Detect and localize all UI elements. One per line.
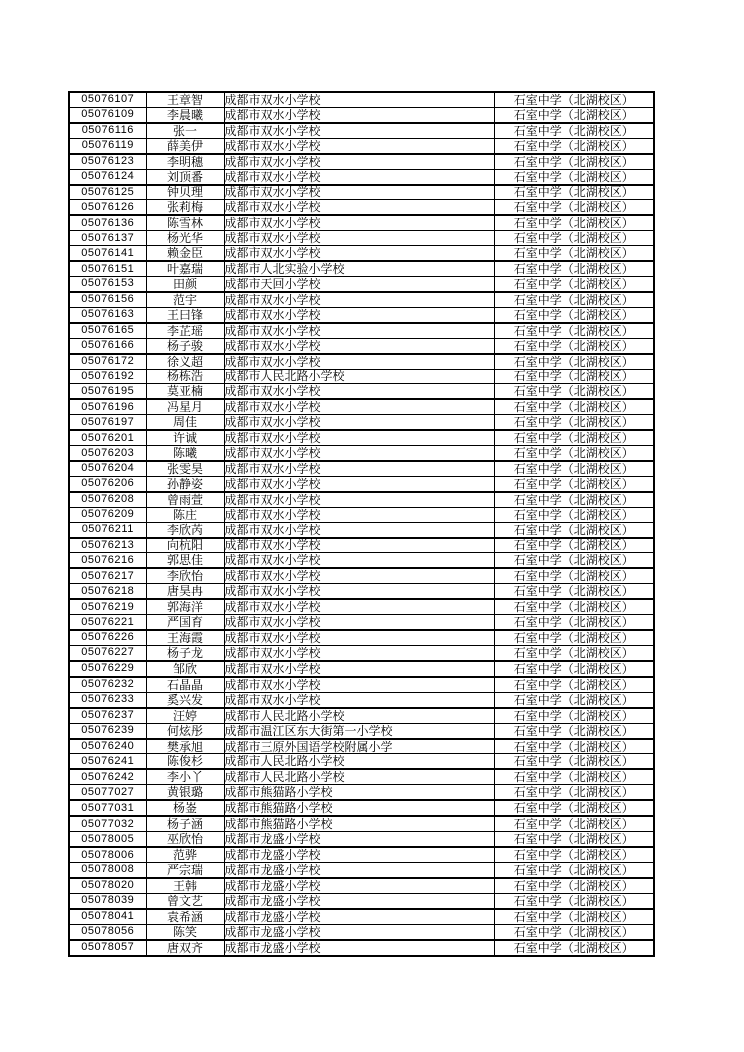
cell-assigned-school: 石室中学（北湖校区） — [494, 276, 654, 291]
cell-assigned-school: 石室中学（北湖校区） — [494, 692, 654, 707]
cell-student-id: 05076232 — [69, 677, 146, 692]
cell-student-name: 向杭阳 — [146, 538, 224, 553]
cell-primary-school: 成都市熊猫路小学校 — [224, 800, 494, 816]
cell-assigned-school: 石室中学（北湖校区） — [494, 893, 654, 908]
cell-primary-school: 成都市人民北路小学校 — [224, 708, 494, 723]
cell-student-name: 陈庄 — [146, 507, 224, 522]
table-row — [69, 338, 654, 353]
cell-assigned-school: 石室中学（北湖校区） — [494, 909, 654, 924]
cell-assigned-school: 石室中学（北湖校区） — [494, 399, 654, 414]
cell-assigned-school: 石室中学（北湖校区） — [494, 816, 654, 831]
table-row — [69, 292, 654, 307]
cell-student-name: 张一 — [146, 123, 224, 138]
table-row — [69, 138, 654, 153]
cell-assigned-school: 石室中学（北湖校区） — [494, 832, 654, 847]
cell-student-name: 赖金臣 — [146, 246, 224, 261]
cell-student-id: 05076221 — [69, 615, 146, 630]
cell-student-id: 05076201 — [69, 430, 146, 445]
table-row — [69, 599, 654, 614]
cell-primary-school: 成都市双水小学校 — [224, 307, 494, 322]
cell-student-id: 05076206 — [69, 476, 146, 491]
cell-assigned-school: 石室中学（北湖校区） — [494, 739, 654, 754]
cell-primary-school: 成都市人民北路小学校 — [224, 769, 494, 784]
cell-student-id: 05078056 — [69, 924, 146, 939]
cell-primary-school: 成都市双水小学校 — [224, 507, 494, 522]
cell-student-name: 杨子龙 — [146, 645, 224, 660]
table-body — [69, 92, 654, 956]
cell-assigned-school: 石室中学（北湖校区） — [494, 154, 654, 169]
cell-primary-school: 成都市双水小学校 — [224, 538, 494, 553]
cell-student-name: 李小丫 — [146, 769, 224, 784]
cell-primary-school: 成都市双水小学校 — [224, 399, 494, 414]
table-row — [69, 200, 654, 215]
cell-student-name: 李明穗 — [146, 154, 224, 169]
cell-student-name: 巫欣怡 — [146, 832, 224, 847]
cell-student-name: 莫亚楠 — [146, 384, 224, 399]
cell-assigned-school: 石室中学（北湖校区） — [494, 292, 654, 307]
cell-primary-school: 成都市双水小学校 — [224, 568, 494, 583]
cell-student-name: 严宗瑞 — [146, 863, 224, 878]
cell-student-name: 汪婷 — [146, 708, 224, 723]
cell-student-id: 05076156 — [69, 292, 146, 307]
cell-primary-school: 成都市双水小学校 — [224, 246, 494, 261]
cell-student-id: 05076136 — [69, 215, 146, 230]
cell-assigned-school: 石室中学（北湖校区） — [494, 123, 654, 138]
cell-primary-school: 成都市双水小学校 — [224, 185, 494, 200]
table-row — [69, 507, 654, 522]
cell-primary-school: 成都市双水小学校 — [224, 200, 494, 215]
cell-student-name: 范骅 — [146, 847, 224, 862]
cell-primary-school: 成都市双水小学校 — [224, 645, 494, 660]
cell-primary-school: 成都市双水小学校 — [224, 123, 494, 138]
cell-primary-school: 成都市人民北路小学校 — [224, 754, 494, 769]
cell-primary-school: 成都市人北实验小学校 — [224, 261, 494, 276]
cell-student-id: 05078008 — [69, 863, 146, 878]
cell-assigned-school: 石室中学（北湖校区） — [494, 924, 654, 939]
cell-student-name: 孙静姿 — [146, 476, 224, 491]
table-row — [69, 630, 654, 645]
table-row — [69, 246, 654, 261]
cell-assigned-school: 石室中学（北湖校区） — [494, 769, 654, 784]
table-row — [69, 800, 654, 816]
cell-primary-school: 成都市天回小学校 — [224, 276, 494, 291]
table-row — [69, 661, 654, 677]
cell-student-id: 05076241 — [69, 754, 146, 769]
cell-student-id: 05076197 — [69, 415, 146, 430]
cell-assigned-school: 石室中学（北湖校区） — [494, 553, 654, 568]
table-row — [69, 754, 654, 769]
cell-assigned-school: 石室中学（北湖校区） — [494, 708, 654, 723]
table-row — [69, 369, 654, 384]
cell-assigned-school: 石室中学（北湖校区） — [494, 461, 654, 476]
cell-primary-school: 成都市龙盛小学校 — [224, 878, 494, 893]
table-row — [69, 522, 654, 537]
cell-student-name: 王海霞 — [146, 630, 224, 645]
cell-student-id: 05078039 — [69, 893, 146, 908]
table-row — [69, 169, 654, 184]
cell-student-name: 王曰锋 — [146, 307, 224, 322]
cell-assigned-school: 石室中学（北湖校区） — [494, 800, 654, 816]
cell-assigned-school: 石室中学（北湖校区） — [494, 630, 654, 645]
cell-assigned-school: 石室中学（北湖校区） — [494, 446, 654, 461]
table-row — [69, 615, 654, 630]
placement-table — [68, 91, 655, 957]
cell-primary-school: 成都市双水小学校 — [224, 169, 494, 184]
table-row — [69, 708, 654, 723]
table-row — [69, 863, 654, 878]
table-row — [69, 307, 654, 322]
cell-student-id: 05076227 — [69, 645, 146, 660]
cell-student-id: 05076192 — [69, 369, 146, 384]
table-row — [69, 354, 654, 369]
table-row — [69, 553, 654, 568]
table-row — [69, 677, 654, 692]
table-row — [69, 415, 654, 430]
cell-assigned-school: 石室中学（北湖校区） — [494, 185, 654, 200]
cell-primary-school: 成都市双水小学校 — [224, 415, 494, 430]
cell-primary-school: 成都市温江区东大街第一小学校 — [224, 723, 494, 738]
table-row — [69, 645, 654, 660]
cell-student-id: 05076237 — [69, 708, 146, 723]
cell-student-id: 05076166 — [69, 338, 146, 353]
cell-assigned-school: 石室中学（北湖校区） — [494, 338, 654, 353]
cell-student-id: 05076219 — [69, 599, 146, 614]
table-row — [69, 847, 654, 862]
cell-primary-school: 成都市双水小学校 — [224, 292, 494, 307]
cell-primary-school: 成都市双水小学校 — [224, 215, 494, 230]
cell-student-name: 陈曦 — [146, 446, 224, 461]
cell-student-id: 05076172 — [69, 354, 146, 369]
table-row — [69, 154, 654, 169]
cell-student-name: 李欣芮 — [146, 522, 224, 537]
cell-assigned-school: 石室中学（北湖校区） — [494, 584, 654, 599]
cell-student-name: 薛美伊 — [146, 138, 224, 153]
table-row — [69, 924, 654, 939]
table-row — [69, 185, 654, 200]
cell-student-id: 05076204 — [69, 461, 146, 476]
cell-student-name: 杨崟 — [146, 800, 224, 816]
cell-student-id: 05077027 — [69, 785, 146, 800]
cell-primary-school: 成都市龙盛小学校 — [224, 832, 494, 847]
table-row — [69, 123, 654, 138]
cell-student-id: 05076107 — [69, 92, 146, 107]
cell-student-name: 李晨曦 — [146, 107, 224, 122]
cell-assigned-school: 石室中学（北湖校区） — [494, 415, 654, 430]
cell-student-id: 05078041 — [69, 909, 146, 924]
cell-assigned-school: 石室中学（北湖校区） — [494, 307, 654, 322]
cell-student-id: 05076209 — [69, 507, 146, 522]
cell-assigned-school: 石室中学（北湖校区） — [494, 661, 654, 677]
cell-assigned-school: 石室中学（北湖校区） — [494, 863, 654, 878]
cell-student-id: 05076109 — [69, 107, 146, 122]
cell-student-name: 田颜 — [146, 276, 224, 291]
cell-student-name: 郭思佳 — [146, 553, 224, 568]
cell-student-id: 05076116 — [69, 123, 146, 138]
table-row — [69, 909, 654, 924]
cell-student-id: 05076213 — [69, 538, 146, 553]
table-row — [69, 568, 654, 583]
cell-student-id: 05076137 — [69, 231, 146, 246]
cell-student-name: 许诚 — [146, 430, 224, 445]
table-row — [69, 215, 654, 230]
cell-student-id: 05076216 — [69, 553, 146, 568]
cell-primary-school: 成都市双水小学校 — [224, 661, 494, 677]
cell-student-name: 李芷瑶 — [146, 323, 224, 338]
table-row — [69, 492, 654, 507]
cell-student-name: 李欣怡 — [146, 568, 224, 583]
cell-assigned-school: 石室中学（北湖校区） — [494, 476, 654, 491]
cell-primary-school: 成都市双水小学校 — [224, 461, 494, 476]
cell-assigned-school: 石室中学（北湖校区） — [494, 169, 654, 184]
cell-primary-school: 成都市龙盛小学校 — [224, 940, 494, 956]
cell-assigned-school: 石室中学（北湖校区） — [494, 538, 654, 553]
cell-primary-school: 成都市双水小学校 — [224, 492, 494, 507]
table-row — [69, 92, 654, 107]
cell-primary-school: 成都市龙盛小学校 — [224, 893, 494, 908]
table-row — [69, 276, 654, 291]
cell-student-id: 05078057 — [69, 940, 146, 956]
cell-student-id: 05076233 — [69, 692, 146, 707]
cell-student-name: 冯星月 — [146, 399, 224, 414]
table-row — [69, 323, 654, 338]
cell-primary-school: 成都市双水小学校 — [224, 446, 494, 461]
cell-primary-school: 成都市人民北路小学校 — [224, 369, 494, 384]
cell-primary-school: 成都市双水小学校 — [224, 430, 494, 445]
cell-assigned-school: 石室中学（北湖校区） — [494, 430, 654, 445]
cell-assigned-school: 石室中学（北湖校区） — [494, 384, 654, 399]
cell-assigned-school: 石室中学（北湖校区） — [494, 568, 654, 583]
cell-student-id: 05078005 — [69, 832, 146, 847]
cell-assigned-school: 石室中学（北湖校区） — [494, 847, 654, 862]
cell-primary-school: 成都市双水小学校 — [224, 354, 494, 369]
table-row — [69, 878, 654, 893]
cell-student-id: 05076123 — [69, 154, 146, 169]
cell-student-name: 陈俊杉 — [146, 754, 224, 769]
cell-primary-school: 成都市双水小学校 — [224, 630, 494, 645]
cell-assigned-school: 石室中学（北湖校区） — [494, 785, 654, 800]
cell-student-name: 黄银璐 — [146, 785, 224, 800]
cell-student-name: 叶嘉瑞 — [146, 261, 224, 276]
cell-student-name: 刘顶番 — [146, 169, 224, 184]
cell-student-name: 杨栋浩 — [146, 369, 224, 384]
cell-student-name: 王韩 — [146, 878, 224, 893]
cell-student-id: 05076218 — [69, 584, 146, 599]
cell-student-id: 05077031 — [69, 800, 146, 816]
cell-student-id: 05076208 — [69, 492, 146, 507]
cell-student-id: 05076239 — [69, 723, 146, 738]
cell-primary-school: 成都市熊猫路小学校 — [224, 785, 494, 800]
cell-student-name: 石晶晶 — [146, 677, 224, 692]
cell-primary-school: 成都市双水小学校 — [224, 231, 494, 246]
cell-primary-school: 成都市三原外国语学校附属小学 — [224, 739, 494, 754]
cell-assigned-school: 石室中学（北湖校区） — [494, 677, 654, 692]
cell-student-id: 05076226 — [69, 630, 146, 645]
cell-student-name: 杨光华 — [146, 231, 224, 246]
cell-student-name: 曾雨萱 — [146, 492, 224, 507]
table-row — [69, 430, 654, 445]
cell-primary-school: 成都市双水小学校 — [224, 599, 494, 614]
cell-primary-school: 成都市双水小学校 — [224, 584, 494, 599]
cell-student-id: 05076124 — [69, 169, 146, 184]
cell-student-name: 张莉梅 — [146, 200, 224, 215]
cell-student-name: 唐双齐 — [146, 940, 224, 956]
cell-student-name: 周佳 — [146, 415, 224, 430]
cell-assigned-school: 石室中学（北湖校区） — [494, 323, 654, 338]
table-row — [69, 384, 654, 399]
cell-student-id: 05076229 — [69, 661, 146, 677]
cell-student-id: 05076119 — [69, 138, 146, 153]
cell-assigned-school: 石室中学（北湖校区） — [494, 215, 654, 230]
cell-primary-school: 成都市龙盛小学校 — [224, 909, 494, 924]
cell-primary-school: 成都市双水小学校 — [224, 107, 494, 122]
cell-primary-school: 成都市双水小学校 — [224, 615, 494, 630]
cell-student-id: 05076141 — [69, 246, 146, 261]
cell-assigned-school: 石室中学（北湖校区） — [494, 754, 654, 769]
cell-student-id: 05076211 — [69, 522, 146, 537]
cell-student-id: 05078020 — [69, 878, 146, 893]
cell-student-name: 王章智 — [146, 92, 224, 107]
table-row — [69, 769, 654, 784]
cell-student-id: 05076242 — [69, 769, 146, 784]
cell-assigned-school: 石室中学（北湖校区） — [494, 231, 654, 246]
cell-primary-school: 成都市双水小学校 — [224, 692, 494, 707]
cell-student-id: 05077032 — [69, 816, 146, 831]
cell-student-id: 05076151 — [69, 261, 146, 276]
cell-assigned-school: 石室中学（北湖校区） — [494, 92, 654, 107]
cell-assigned-school: 石室中学（北湖校区） — [494, 599, 654, 614]
cell-student-name: 范宇 — [146, 292, 224, 307]
cell-student-name: 陈笑 — [146, 924, 224, 939]
cell-assigned-school: 石室中学（北湖校区） — [494, 138, 654, 153]
cell-assigned-school: 石室中学（北湖校区） — [494, 246, 654, 261]
cell-primary-school: 成都市熊猫路小学校 — [224, 816, 494, 831]
cell-assigned-school: 石室中学（北湖校区） — [494, 261, 654, 276]
cell-student-name: 陈雪林 — [146, 215, 224, 230]
table-row — [69, 893, 654, 908]
table-row — [69, 816, 654, 831]
cell-primary-school: 成都市双水小学校 — [224, 476, 494, 491]
cell-primary-school: 成都市双水小学校 — [224, 384, 494, 399]
cell-student-id: 05076196 — [69, 399, 146, 414]
cell-primary-school: 成都市双水小学校 — [224, 323, 494, 338]
table-row — [69, 476, 654, 491]
table-row — [69, 692, 654, 707]
cell-student-id: 05076195 — [69, 384, 146, 399]
cell-student-name: 唐昊冉 — [146, 584, 224, 599]
cell-primary-school: 成都市双水小学校 — [224, 522, 494, 537]
table-row — [69, 446, 654, 461]
cell-assigned-school: 石室中学（北湖校区） — [494, 200, 654, 215]
table-row — [69, 785, 654, 800]
cell-student-name: 杨子骏 — [146, 338, 224, 353]
cell-student-name: 邹欣 — [146, 661, 224, 677]
cell-assigned-school: 石室中学（北湖校区） — [494, 369, 654, 384]
cell-primary-school: 成都市龙盛小学校 — [224, 863, 494, 878]
cell-student-name: 杨子涵 — [146, 816, 224, 831]
cell-student-name: 曾文艺 — [146, 893, 224, 908]
cell-assigned-school: 石室中学（北湖校区） — [494, 723, 654, 738]
cell-student-name: 钟贝理 — [146, 185, 224, 200]
cell-primary-school: 成都市双水小学校 — [224, 138, 494, 153]
cell-student-name: 郭海洋 — [146, 599, 224, 614]
cell-assigned-school: 石室中学（北湖校区） — [494, 354, 654, 369]
cell-student-id: 05078006 — [69, 847, 146, 862]
table-row — [69, 723, 654, 738]
cell-student-id: 05076125 — [69, 185, 146, 200]
table-row — [69, 940, 654, 956]
cell-student-id: 05076153 — [69, 276, 146, 291]
cell-primary-school: 成都市双水小学校 — [224, 338, 494, 353]
cell-student-name: 奚兴发 — [146, 692, 224, 707]
table-row — [69, 584, 654, 599]
cell-assigned-school: 石室中学（北湖校区） — [494, 492, 654, 507]
table-row — [69, 231, 654, 246]
cell-student-id: 05076217 — [69, 568, 146, 583]
cell-assigned-school: 石室中学（北湖校区） — [494, 645, 654, 660]
table-row — [69, 461, 654, 476]
cell-primary-school: 成都市龙盛小学校 — [224, 847, 494, 862]
cell-primary-school: 成都市双水小学校 — [224, 553, 494, 568]
table-row — [69, 399, 654, 414]
cell-assigned-school: 石室中学（北湖校区） — [494, 522, 654, 537]
cell-student-id: 05076165 — [69, 323, 146, 338]
cell-student-id: 05076126 — [69, 200, 146, 215]
cell-primary-school: 成都市双水小学校 — [224, 92, 494, 107]
cell-assigned-school: 石室中学（北湖校区） — [494, 940, 654, 956]
cell-student-name: 徐义超 — [146, 354, 224, 369]
cell-assigned-school: 石室中学（北湖校区） — [494, 107, 654, 122]
cell-primary-school: 成都市龙盛小学校 — [224, 924, 494, 939]
cell-student-name: 袁希涵 — [146, 909, 224, 924]
cell-student-id: 05076163 — [69, 307, 146, 322]
cell-student-name: 何炫彤 — [146, 723, 224, 738]
cell-student-id: 05076203 — [69, 446, 146, 461]
table-sheet — [68, 91, 655, 957]
table-row — [69, 107, 654, 122]
cell-assigned-school: 石室中学（北湖校区） — [494, 878, 654, 893]
table-row — [69, 538, 654, 553]
cell-assigned-school: 石室中学（北湖校区） — [494, 615, 654, 630]
table-row — [69, 261, 654, 276]
cell-assigned-school: 石室中学（北湖校区） — [494, 507, 654, 522]
cell-student-id: 05076240 — [69, 739, 146, 754]
cell-student-name: 樊承旭 — [146, 739, 224, 754]
cell-student-name: 严国育 — [146, 615, 224, 630]
table-row — [69, 832, 654, 847]
cell-student-name: 张雯昊 — [146, 461, 224, 476]
cell-primary-school: 成都市双水小学校 — [224, 677, 494, 692]
cell-primary-school: 成都市双水小学校 — [224, 154, 494, 169]
table-row — [69, 739, 654, 754]
